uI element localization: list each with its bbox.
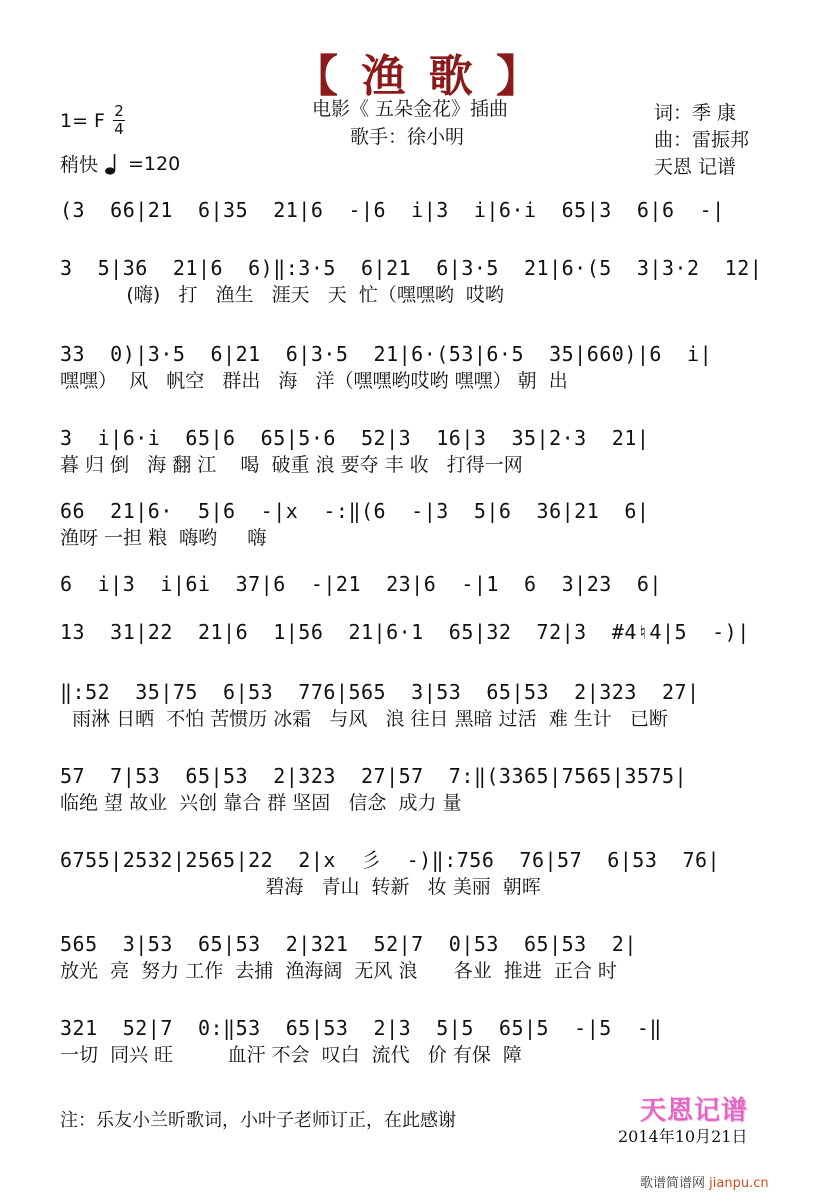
key-label: 1= F	[60, 109, 105, 132]
time-signature-top: 2	[114, 102, 124, 120]
key-signature	[60, 104, 125, 137]
transcriber-credit: 天恩 记谱	[654, 156, 737, 178]
notation-line: 6755|2532|2565|22 2|x 彡 -)‖:756 76|57 6|53 76|	[60, 848, 721, 872]
tempo-label: 稍快	[60, 154, 99, 176]
notation-line: 321 52|7 0:‖53 65|53 2|3 5|5 65|5 -|5 -‖	[60, 1016, 662, 1040]
page-title: 【 渔 歌 】	[294, 51, 544, 102]
lyric-line	[60, 224, 780, 250]
lyricist-credit: 词：季 康	[654, 102, 737, 124]
tempo-value: =120	[128, 152, 181, 175]
notation-line: 33 0)|3·5 6|21 6|3·5 21|6·(53|6·5 35|660)|6 i|	[60, 342, 713, 366]
transcription-date: 2014年10月21日	[618, 1127, 748, 1146]
notation-line: 57 7|53 65|53 2|323 27|57 7:‖(3365|7565|3575|	[60, 764, 688, 788]
score-line-4	[60, 424, 780, 478]
lyric-line: 碧海 青山 转新 妆 美丽 朝晖	[60, 876, 541, 898]
notation-line: 565 3|53 65|53 2|321 52|7 0|53 65|53 2|	[60, 932, 637, 956]
watermark-en: jianpu.cn	[709, 1176, 769, 1191]
score-line-9	[60, 762, 780, 816]
score-line-6	[60, 570, 780, 624]
score-line-11	[60, 930, 780, 984]
acknowledgement-note: 注：乐友小兰昕歌词，小叶子老师订正，在此感谢	[60, 1110, 456, 1131]
lyric-line: 暮 归 倒 海 翻 江 喝 破重 浪 要夺 丰 收 打得一网	[60, 454, 523, 476]
singer-credit: 歌手：徐小明	[350, 126, 465, 148]
score-line-1	[60, 196, 780, 250]
notation-line: 6 i|3 i|6i 37|6 -|21 23|6 -|1 6 3|23 6|	[60, 572, 662, 596]
song-source: 电影《 五朵金花》插曲	[312, 98, 509, 120]
score-line-10	[60, 846, 780, 900]
composer-credit: 曲：雷振邦	[654, 129, 750, 151]
quarter-note-icon	[104, 152, 122, 176]
notation-line: 13 31|22 21|6 1|56 21|6·1 65|32 72|3 #4♮4|5 -)|	[60, 620, 750, 644]
site-watermark	[640, 1172, 769, 1191]
score-line-2	[60, 254, 780, 308]
score-line-3	[60, 340, 780, 394]
notation-line: 66 21|6· 5|6 -|x -:‖(6 -|3 5|6 36|21 6|	[60, 499, 650, 523]
watermark-cn: 歌谱简谱网	[640, 1176, 706, 1191]
score-line-5	[60, 497, 780, 551]
lyric-line: 临绝 望 故业 兴创 靠合 群 坚固 信念 成力 量	[60, 792, 462, 814]
transcriber-stamp: 天恩记谱	[640, 1096, 749, 1126]
time-signature	[113, 104, 125, 137]
lyric-line	[60, 646, 780, 672]
notation-line: ‖:52 35|75 6|53 776|565 3|53 65|53 2|323 27|	[60, 680, 700, 704]
time-signature-bottom: 4	[114, 120, 124, 138]
notation-line: (3 66|21 6|35 21|6 -|6 i|3 i|6·i 65|3 6|6 -|	[60, 198, 725, 222]
lyric-line: 渔呀 一担 粮 嗨哟 嗨	[60, 527, 267, 549]
score-line-12	[60, 1014, 780, 1068]
lyric-line: (嗨) 打 渔生 涯天 天 忙（嘿嘿哟 哎哟	[60, 284, 504, 306]
notation-line: 3 i|6·i 65|6 65|5·6 52|3 16|3 35|2·3 21|	[60, 426, 650, 450]
lyric-line: 雨淋 日晒 不怕 苦惯历 冰霜 与风 浪 往日 黑暗 过活 难 生计 已断	[60, 708, 668, 730]
lyric-line: 一切 同兴 旺 血汗 不会 叹白 流代 价 有保 障	[60, 1044, 522, 1066]
tempo-marking	[60, 150, 180, 177]
score-line-7	[60, 618, 780, 672]
notation-line: 3 5|36 21|6 6)‖:3·5 6|21 6|3·5 21|6·(5 3|3·2 12|	[60, 256, 763, 280]
lyric-line: 放光 亮 努力 工作 去捕 渔海阔 无风 浪 各业 推进 正合 时	[60, 960, 617, 982]
score-line-8	[60, 678, 780, 732]
lyric-line: 嘿嘿） 风 帆空 群出 海 洋（嘿嘿哟哎哟 嘿嘿） 朝 出	[60, 370, 568, 392]
